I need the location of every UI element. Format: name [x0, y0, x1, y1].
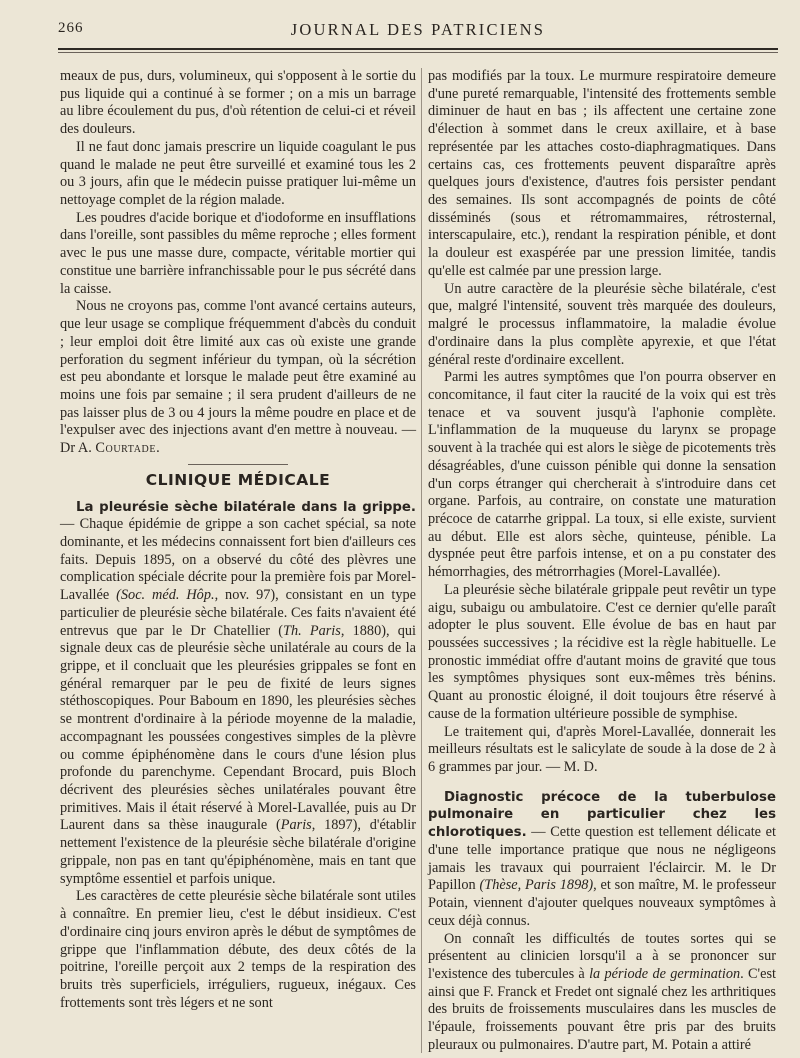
section-heading: CLINIQUE MÉDICALE: [145, 470, 331, 489]
citation: Th. Paris: [283, 622, 341, 639]
running-header: [58, 20, 778, 44]
header-rule: [58, 48, 778, 50]
journal-title: JOURNAL DES PATRICIENS: [290, 20, 546, 39]
paragraph: La pleurésie sèche bilatérale grippale peut revêtir un type aigu, subaigu ou ambulatoire. C'est ce dernier qu'elle paraît adopter le plus souvent. Elle évolue de bas en haut par poussées successives ; la récidive est la règle habituelle. Le pronostic immédiat offre d'autant moins de gravité que tous les symptômes physiques sont eux-mêmes très bénins. Quant au pronostic éloigné, il doit toujours être réservé à cause de la formation ultérieure possible de symphise.: [428, 581, 776, 722]
paragraph: [60, 298, 416, 457]
paragraph: On connaît les difficultés de toutes sortes qui se présentent au clinicien lorsqu'il a à se prononcer sur l'existence des tubercules à la période de germination. C'est ainsi que F. Franck et Fredet ont signalé chez les arthritiques des bruits de froissements musculaires dans les muscles de l'épaule, froissements pouvant être pris par des bruits pleuraux ou pulmonaires. D'autre part, M. Potain a attiré: [428, 930, 776, 1053]
emphasis: la période de germination: [589, 965, 741, 982]
section-divider: [188, 464, 288, 465]
paragraph: pas modifiés par la toux. Le murmure respiratoire demeure d'une pureté remarquable, l'intensité des frottements semble diminuer de haut en bas ; ils affectent une certaine zone d'élection à sommet dans le creux axillaire, et à base représentée par les attaches costo-diaphragmatiques. Dans certains cas, ces frottements peuvent disparaître après quelques jours d'existence, d'autres fois persister pendant des semaines. Ils sont accompagnés de points de côté disséminés (sous et rétromammaires, rétrosternal, interscapulaire, etc.), rendant la respiration pénible, et dont la douleur est exaspérée par une pression limitée, tandis qu'elle est calmée par une pression large.: [428, 68, 776, 279]
column-divider: [421, 68, 422, 1053]
page-number: 266: [58, 20, 84, 36]
paragraph: Le traitement qui, d'après Morel-Lavallée, donnerait les meilleurs résultats est le salicylate de soude à la dose de 2 à 6 grammes par jour. — M. D.: [428, 723, 776, 776]
citation: Paris: [280, 817, 312, 834]
article-title: Diagnostic précoce de la tuberbulose pulmonaire en particulier chez les chlorotiques.: [428, 789, 776, 841]
left-column: [60, 68, 416, 1012]
article-paragraph: Diagnostic précoce de la tuberbulose pulmonaire en particulier chez les chlorotiques. — Cette question est tellement délicate et d'une telle importance pratique que nous ne négligeons jamais les travaux qui pourraient l'éclaircir. M. le Dr Papillon (Thèse, Paris 1898), et son maître, M. le professeur Potain, viennent d'ajouter quelques nouveaux symptômes à ceux déjà connus.: [428, 789, 776, 929]
paragraph: Les caractères de cette pleurésie sèche bilatérale sont utiles à connaître. En premier lieu, c'est le début insidieux. C'est d'ordinaire cinq jours environ après le début de symptômes de grippe que l'inflammation débute, des deux côtés de la poitrine, l'oreille perçoit aux 2 temps de la respiration des bruits très superficiels, irréguliers, rugueux, inégaux. Ces frottements sont très légers et ne sont: [60, 888, 416, 1011]
citation: (Thèse, Paris 1898): [479, 877, 594, 894]
paragraph: Parmi les autres symptômes que l'on pourra observer en concomitance, il faut citer la raucité de la voix qui est très tenace et va souvent jusqu'à l'aphonie complète. L'inflammation de la muqueuse du larynx se propage souvent à la trachée qui est alors le siège de picotements très désagréables, d'une cuisson pénible qui donne la sensation d'un corps étranger qui chercherait à s'introduire dans cet organe. Parfois, au contraire, on constate une maturation précoce de catarrhe grippal. La toux, si elle existe, survient au début. Elle est alors sèche, quinteuse, pénible. La dyspnée peut être parfois intense, et on a pu constater des hémorrhagies, des métrorrhagies (Morel-Lavallée).: [428, 369, 776, 581]
paragraph: Un autre caractère de la pleurésie sèche bilatérale, c'est que, malgré l'intensité, souvent très marquée des douleurs, malgré le processus inflammatoire, la maladie évolue d'ordinaire dans la plus complète apyrexie, et que l'état général reste d'ordinaire excellent.: [428, 280, 776, 368]
signature: — Dr A. Courtade.: [60, 422, 416, 457]
article-title: La pleurésie sèche bilatérale dans la grippe.: [76, 499, 416, 515]
header-rule-thin: [58, 52, 778, 53]
paragraph-text: Nous ne croyons pas, comme l'ont avancé certains auteurs, que leur usage se complique fréquemment d'abcès du conduit ; leur emploi doit être limité aux cas où existe une grande perforation du segment inférieur du tympan, où la sécrétion est peu abondante et lorsque le malade peut être examiné au moins une fois par semaine ; il sera prudent d'ailleurs de ne pas laisser plus de 3 ou 4 jours la même poudre en place et de l'expulser avec des injections avant d'en mettre à nouveau.: [60, 298, 416, 439]
author-name: Courtade.: [95, 440, 161, 457]
paragraph: meaux de pus, durs, volumineux, qui s'opposent à le sortie du pus liquide qui a continué à se former ; on a mis un barrage au libre écoulement du pus, d'où rétention de celui-ci et réveil des douleurs.: [60, 68, 416, 138]
citation: (Soc. méd. Hôp.: [116, 587, 215, 604]
paragraph: Il ne faut donc jamais prescrire un liquide coagulant le pus quand le malade ne peut être surveillé et examiné tous les 2 ou 3 jours, afin que le médecin puisse pratiquer lui-même un nettoyage complet de la région malade.: [60, 138, 416, 209]
right-column: [428, 68, 776, 1055]
paragraph: Les poudres d'acide borique et d'iodoforme en insufflations dans l'oreille, sont passibles du même reproche ; elles forment avec le pus une masse dure, compacte, véritable mortier qui constitue une barrière infranchissable pour le pus sécrété dans la caisse.: [60, 209, 416, 297]
article-paragraph: La pleurésie sèche bilatérale dans la grippe. — Chaque épidémie de grippe a son cachet spécial, sa note dominante, et les médecins connaissent fort bien d'ailleurs ces faits. Depuis 1895, on a observé du côté des plèvres une complication spéciale décrite pour la première fois par Morel-Lavallée (Soc. méd. Hôp., nov. 97), consistant en un type particulier de pleurésie sèche bilatérale. Ces faits n'avaient été entrevus que par le Dr Chatellier (Th. Paris, 1880), qui signale deux cas de pleurésie sèche unilatérale au cours de la grippe, et il concluait que les pleurésies grippales se font en général remarquer par le peu de fixité de leurs signes stéthoscopiques. Pour Baboum en 1890, les pleurésies sèches se montrent d'ordinaire à la période moyenne de la maladie, accompagnant les poussées congestives simples de la plèvre ou comme épiphénomène dans le cours d'une lésion plus profonde du parenchyme. Cependant Brocard, puis Bloch décrivent des pleurésies sèches unilatérales pouvant être primitives. Mais il était réservé à Morel-Lavallée, puis au Dr Laurent dans sa thèse inaugurale (Paris, 1897), d'établir nettement l'existence de la pleurésie sèche bilatérale d'origine grippale, non pas en tant qu'épiphénomène, mais en tant que symptôme essentiel et parfois unique.: [60, 499, 417, 887]
